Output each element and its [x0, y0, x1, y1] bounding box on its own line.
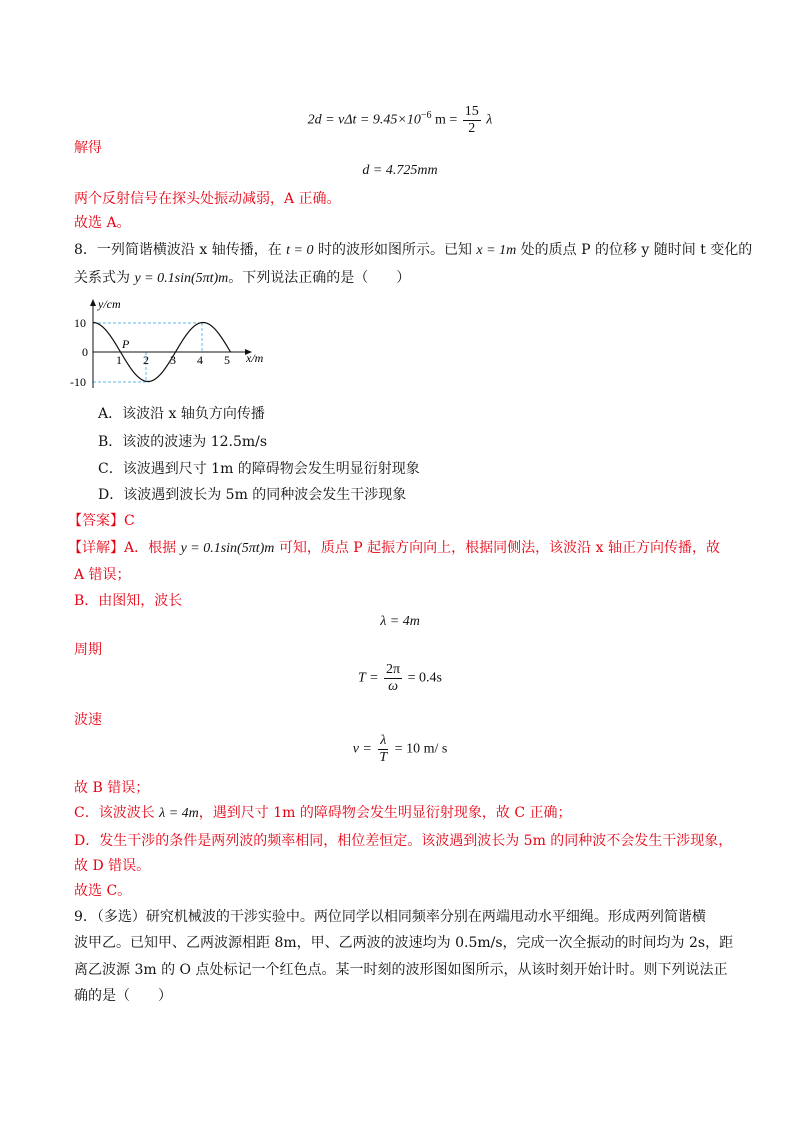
detail-d-line2: 故 D 错误。 [74, 858, 151, 874]
equation-lambda: λ = 4m [380, 614, 420, 629]
option-c: C．该波遇到尺寸 1m 的障碍物会发生明显衍射现象 [98, 461, 420, 477]
eq1-unit: m = [434, 112, 458, 128]
detail-final: 故选 C。 [74, 883, 132, 899]
detail-a-line1 [68, 538, 720, 559]
wave-graph [68, 296, 288, 396]
period-label: 周期 [74, 642, 102, 658]
eq1-frac-den: 2 [468, 121, 476, 136]
equation-speed [0, 733, 800, 766]
detail-a-line2: A 错误； [74, 567, 131, 583]
eq-v-fraction [377, 733, 389, 766]
detail-b-line: B．由图知，波长 [74, 593, 183, 609]
detail-a-post: 可知，质点 P 起振方向向上，根据同侧法，该波沿 x 轴正方向传播，故 [274, 540, 720, 556]
q8-x1: x = 1m [476, 243, 517, 258]
detail-label: 【详解】 [68, 540, 124, 556]
q8-line2-b: 。下列说法正确的是（ ） [228, 270, 411, 286]
equation-period [0, 662, 800, 695]
answer-label: 【答案】 [68, 513, 124, 529]
q9-line3: 离乙波源 3m 的 O 点处标记一个红色点。某一时刻的波形图如图所示，从该时刻开始计时。则下列说法正 [74, 962, 728, 978]
y-tick-minus10: -10 [70, 375, 86, 389]
option-b: B．该波的波速为 12.5m/s [98, 434, 268, 450]
q8-line2 [74, 268, 410, 289]
y-axis-arrow [90, 299, 96, 306]
detail-d-line1: D．发生干涉的条件是两列波的频率相同，相位差恒定。该波遇到波长为 5m 的同种波不会发生干涉现象， [74, 833, 733, 849]
eq1-lhs: 2d = vΔt = 9.45×10 [307, 112, 421, 128]
y-tick-10: 10 [74, 316, 86, 330]
equation-d: d = 4.725mm [362, 163, 438, 178]
detail-a-pre: A．根据 [124, 540, 181, 556]
q9-line2: 波甲乙。已知甲、乙两波源相距 8m，甲、乙两波的波速均为 0.5m/s，完成一次全振动的时间均为 2s，距 [74, 935, 734, 951]
x-axis-label: x/m [246, 351, 264, 365]
q8-line1-c: 处的质点 P 的位移 y 随时间 t 变化的 [516, 242, 753, 258]
detail-c-eq: λ = 4m [159, 806, 199, 821]
x-tick-4: 4 [197, 353, 203, 367]
x-tick-3: 3 [170, 353, 176, 367]
y-tick-0: 0 [82, 345, 88, 359]
eq1-exponent: −6 [420, 110, 432, 122]
eq-v-num: λ [380, 733, 387, 748]
x-tick-1: 1 [116, 353, 122, 367]
detail-c-post: ，遇到尺寸 1m 的障碍物会发生明显衍射现象，故 C 正确； [198, 805, 572, 821]
q8-line1-a: 8．一列简谐横波沿 x 轴传播，在 [74, 242, 287, 258]
eq-t-lhs: T = [358, 670, 379, 686]
solve-label: 解得 [74, 140, 102, 156]
answer-value: C [124, 513, 135, 529]
conclusion-text: 两个反射信号在探头处振动减弱，A 正确。 [74, 191, 341, 207]
eq-v-lhs: v = [352, 741, 372, 757]
q9-line1: 9．（多选）研究机械波的干涉实验中。两位同学以相同频率分别在两端甩动水平细绳。形成两列简谐横 [74, 909, 706, 925]
equation-path-difference [0, 104, 800, 137]
eq-v-den: T [379, 750, 388, 765]
y-axis-label: y/cm [98, 297, 121, 311]
point-p-label: P [122, 337, 130, 351]
detail-b-end: 故 B 错误； [74, 780, 150, 796]
choose-a-text: 故选 A。 [74, 215, 131, 231]
eq-t-den: ω [388, 679, 399, 694]
x-tick-2: 2 [143, 353, 149, 367]
option-d: D．该波遇到波长为 5m 的同种波会发生干涉现象 [98, 487, 407, 503]
speed-label: 波速 [74, 712, 102, 728]
option-a: A．该波沿 x 轴负方向传播 [98, 406, 265, 422]
eq1-tail: λ [486, 112, 493, 128]
eq-t-fraction [384, 662, 402, 695]
q8-line2-a: 关系式为 [74, 270, 135, 286]
eq-v-rhs: = 10 m/ s [394, 741, 448, 757]
q9-line4: 确的是（ ） [74, 988, 172, 1004]
x-tick-5: 5 [224, 353, 230, 367]
eq-t-num: 2π [386, 662, 401, 677]
answer-line [68, 511, 135, 531]
q8-line1 [74, 240, 752, 261]
detail-a-eq: y = 0.1sin(5πt)m [180, 541, 275, 556]
eq1-frac-num: 15 [464, 104, 479, 119]
q8-eq: y = 0.1sin(5πt)m [134, 271, 229, 286]
q8-line1-b: 时的波形如图所示。已知 [313, 242, 477, 258]
detail-c-pre: C．该波波长 [74, 805, 160, 821]
eq1-fraction [463, 104, 481, 137]
detail-c-line [74, 803, 572, 824]
eq-t-rhs: = 0.4s [407, 670, 442, 686]
q8-t0: t = 0 [286, 243, 314, 258]
